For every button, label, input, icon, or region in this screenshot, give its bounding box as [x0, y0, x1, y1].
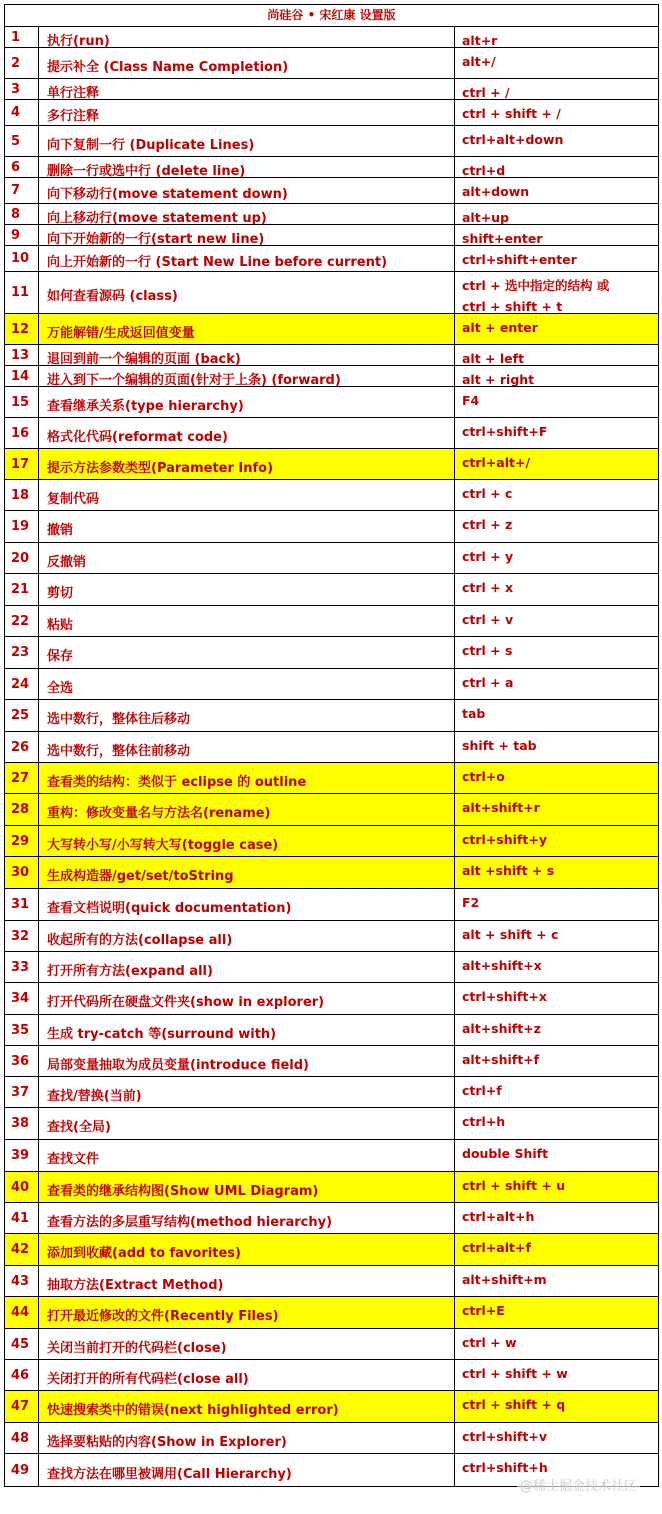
row-shortcut: [455, 826, 658, 856]
shortcut-text: alt+up: [462, 210, 510, 224]
row-shortcut: [455, 952, 658, 982]
table-row: [5, 1108, 658, 1140]
row-description: 多行注释: [39, 100, 455, 125]
row-number: 23: [5, 637, 39, 668]
row-number: 37: [5, 1077, 39, 1107]
row-description: 保存: [39, 637, 455, 668]
row-number: 17: [5, 449, 39, 479]
table-row: [5, 921, 658, 952]
shortcut-text: ctrl+alt+/: [462, 455, 531, 470]
shortcut-text: alt +shift + s: [462, 863, 555, 878]
shortcut-text: ctrl+alt+f: [462, 1240, 531, 1255]
row-description: 查看类的结构：类似于 eclipse 的 outline: [39, 763, 455, 793]
row-description: 单行注释: [39, 79, 455, 99]
shortcut-text: ctrl+shift+x: [462, 989, 547, 1004]
row-number: 24: [5, 669, 39, 699]
shortcut-text: ctrl + y: [462, 549, 514, 564]
row-shortcut: [455, 1203, 658, 1233]
table-row: [5, 418, 658, 449]
shortcut-text: alt+shift+m: [462, 1272, 547, 1287]
row-description: 向下移动行(move statement down): [39, 178, 455, 203]
row-description: 查找方法在哪里被调用(Call Hierarchy): [39, 1454, 455, 1486]
row-shortcut: [455, 732, 658, 762]
row-description: 撤销: [39, 511, 455, 542]
row-description: 快速搜索类中的错误(next highlighted error): [39, 1391, 455, 1422]
shortcut-text: alt+shift+x: [462, 958, 542, 973]
table-row: [5, 79, 658, 100]
row-shortcut: [455, 606, 658, 636]
row-number: 6: [5, 157, 39, 177]
row-shortcut: [455, 449, 658, 479]
row-shortcut: [455, 178, 658, 203]
table-row: [5, 178, 658, 204]
row-description: 收起所有的方法(collapse all): [39, 921, 455, 951]
row-number: 7: [5, 178, 39, 203]
row-shortcut: [455, 387, 658, 417]
row-number: 44: [5, 1297, 39, 1328]
row-number: 13: [5, 345, 39, 365]
row-shortcut: [455, 921, 658, 951]
shortcut-text: alt+r: [462, 33, 498, 47]
shortcut-text: ctrl + c: [462, 486, 513, 501]
shortcut-text: ctrl+shift+enter: [462, 252, 577, 267]
row-description: 局部变量抽取为成员变量(introduce field): [39, 1046, 455, 1076]
table-row: [5, 27, 658, 48]
row-shortcut: [455, 1234, 658, 1265]
table-row: [5, 983, 658, 1015]
row-number: 22: [5, 606, 39, 636]
row-description: 删除一行或选中行 (delete line): [39, 157, 455, 177]
table-row: [5, 345, 658, 366]
row-description: 粘贴: [39, 606, 455, 636]
table-row: [5, 1140, 658, 1172]
table-row: [5, 272, 658, 314]
row-description: 抽取方法(Extract Method): [39, 1266, 455, 1296]
shortcut-text: ctrl + shift + w: [462, 1366, 568, 1381]
row-shortcut: [455, 889, 658, 920]
shortcut-text: ctrl+shift+v: [462, 1429, 547, 1444]
shortcut-text: ctrl+shift+F: [462, 424, 548, 439]
row-shortcut: [455, 1172, 658, 1202]
table-row: [5, 511, 658, 543]
row-number: 41: [5, 1203, 39, 1233]
shortcut-text: alt+shift+f: [462, 1052, 540, 1067]
shortcut-text: ctrl+E: [462, 1303, 505, 1318]
shortcut-text: ctrl+h: [462, 1114, 506, 1129]
row-description: 向上开始新的一行 (Start New Line before current): [39, 246, 455, 271]
table-row: [5, 1077, 658, 1108]
shortcut-text: F4: [462, 393, 480, 408]
row-description: 执行(run): [39, 27, 455, 47]
row-number: 31: [5, 889, 39, 920]
row-shortcut: [455, 1360, 658, 1390]
row-shortcut: [455, 157, 658, 177]
shortcut-text: ctrl + shift + q: [462, 1397, 566, 1412]
row-shortcut: [455, 246, 658, 271]
row-number: 11: [5, 272, 39, 313]
table-row: [5, 1266, 658, 1297]
shortcut-text: alt+down: [462, 184, 530, 199]
table-row: [5, 1391, 658, 1423]
row-shortcut: [455, 637, 658, 668]
table-row: [5, 889, 658, 921]
row-shortcut: [455, 126, 658, 156]
row-description: 向下复制一行 (Duplicate Lines): [39, 126, 455, 156]
table-row: [5, 763, 658, 794]
shortcut-text: ctrl+alt+down: [462, 132, 564, 147]
row-shortcut: [455, 27, 658, 47]
shortcut-text: alt + shift + c: [462, 927, 559, 942]
table-row: [5, 1046, 658, 1077]
shortcut-text: ctrl + x: [462, 580, 514, 595]
row-description: 向下开始新的一行(start new line): [39, 225, 455, 245]
row-number: 16: [5, 418, 39, 448]
table-row: [5, 1360, 658, 1391]
row-shortcut: [455, 574, 658, 605]
row-description: 进入到下一个编辑的页面(针对于上条) (forward): [39, 366, 455, 386]
row-shortcut: [455, 1423, 658, 1453]
table-body: [5, 27, 658, 1486]
row-description: 大写转小写/小写转大写(toggle case): [39, 826, 455, 856]
table-row: [5, 952, 658, 983]
table-row: [5, 1203, 658, 1234]
row-number: 49: [5, 1454, 39, 1486]
shortcut-text: alt + left: [462, 351, 525, 365]
table-row: [5, 366, 658, 387]
row-shortcut: [455, 272, 658, 313]
shortcut-text: ctrl+alt+h: [462, 1209, 535, 1224]
row-shortcut: [455, 1140, 658, 1171]
row-number: 26: [5, 732, 39, 762]
row-shortcut: [455, 983, 658, 1014]
row-description: 全选: [39, 669, 455, 699]
row-description: 打开所有方法(expand all): [39, 952, 455, 982]
table-row: [5, 225, 658, 246]
row-description: 剪切: [39, 574, 455, 605]
shortcut-text: ctrl + w: [462, 1335, 517, 1350]
shortcut-text: ctrl + /: [462, 85, 510, 99]
shortcut-text: alt + enter: [462, 320, 538, 335]
table-title: 尚硅谷 • 宋红康 设置版: [5, 5, 658, 27]
shortcut-text: ctrl + s: [462, 643, 513, 658]
row-number: 34: [5, 983, 39, 1014]
row-description: 格式化代码(reformat code): [39, 418, 455, 448]
table-row: [5, 700, 658, 732]
row-shortcut: [455, 418, 658, 448]
table-row: [5, 1329, 658, 1360]
row-description: 选中数行，整体往后移动: [39, 700, 455, 731]
row-number: 27: [5, 763, 39, 793]
table-row: [5, 1423, 658, 1454]
row-number: 2: [5, 48, 39, 78]
row-description: 查看类的继承结构图(Show UML Diagram): [39, 1172, 455, 1202]
row-number: 29: [5, 826, 39, 856]
table-row: [5, 794, 658, 826]
table-row: [5, 606, 658, 637]
shortcut-text: tab: [462, 706, 486, 721]
row-number: 43: [5, 1266, 39, 1296]
shortcut-text: shift + tab: [462, 738, 537, 753]
row-shortcut: [455, 345, 658, 365]
shortcut-text: ctrl+o: [462, 769, 505, 784]
row-shortcut: [455, 314, 658, 344]
row-number: 5: [5, 126, 39, 156]
row-shortcut: [455, 1108, 658, 1139]
shortcut-text: ctrl+shift+h: [462, 1460, 548, 1475]
table-row: [5, 732, 658, 763]
row-shortcut: [455, 204, 658, 224]
table-row: [5, 1297, 658, 1329]
table-row: [5, 126, 658, 157]
row-number: 25: [5, 700, 39, 731]
row-description: 万能解错/生成返回值变量: [39, 314, 455, 344]
shortcut-text: ctrl + v: [462, 612, 514, 627]
row-number: 39: [5, 1140, 39, 1171]
row-shortcut: [455, 763, 658, 793]
row-number: 3: [5, 79, 39, 99]
row-number: 10: [5, 246, 39, 271]
shortcut-text: alt+/: [462, 54, 496, 69]
row-description: 如何查看源码 (class): [39, 272, 455, 313]
table-row: [5, 543, 658, 574]
row-number: 45: [5, 1329, 39, 1359]
shortcut-text: ctrl + 选中指定的结构 或: [462, 278, 610, 293]
table-row: [5, 314, 658, 345]
table-row: [5, 480, 658, 511]
row-shortcut: [455, 794, 658, 825]
row-description: 查找/替换(当前): [39, 1077, 455, 1107]
watermark: @稀土掘金技术社区: [517, 1475, 640, 1494]
table-row: [5, 48, 658, 79]
table-row: [5, 637, 658, 669]
row-description: 关闭当前打开的代码栏(close): [39, 1329, 455, 1359]
table-row: [5, 246, 658, 272]
row-description: 打开最近修改的文件(Recently Files): [39, 1297, 455, 1328]
row-description: 复制代码: [39, 480, 455, 510]
row-shortcut: [455, 480, 658, 510]
row-number: 15: [5, 387, 39, 417]
row-number: 9: [5, 225, 39, 245]
row-number: 12: [5, 314, 39, 344]
shortcut-text: alt+shift+r: [462, 800, 540, 815]
row-number: 4: [5, 100, 39, 125]
shortcut-text: alt+shift+z: [462, 1021, 541, 1036]
row-shortcut: [455, 100, 658, 125]
table-row: [5, 574, 658, 606]
shortcut-text: double Shift: [462, 1146, 549, 1161]
row-number: 1: [5, 27, 39, 47]
row-shortcut: [455, 1329, 658, 1359]
row-shortcut: [455, 225, 658, 245]
row-number: 8: [5, 204, 39, 224]
row-description: 打开代码所在硬盘文件夹(show in explorer): [39, 983, 455, 1014]
row-description: 生成构造器/get/set/toString: [39, 857, 455, 888]
row-description: 提示方法参数类型(Parameter Info): [39, 449, 455, 479]
shortcut-text: ctrl + a: [462, 675, 514, 690]
row-description: 查找文件: [39, 1140, 455, 1171]
table-row: [5, 100, 658, 126]
row-description: 反撤销: [39, 543, 455, 573]
table-row: [5, 826, 658, 857]
row-shortcut: [455, 1015, 658, 1045]
shortcut-text: ctrl+shift+y: [462, 832, 547, 847]
shortcut-text: ctrl + z: [462, 517, 513, 532]
shortcut-text-line2: ctrl + shift + t: [462, 299, 563, 313]
table-row: [5, 857, 658, 889]
row-shortcut: [455, 669, 658, 699]
row-number: 14: [5, 366, 39, 386]
row-number: 28: [5, 794, 39, 825]
row-shortcut: [455, 543, 658, 573]
shortcut-text: alt + right: [462, 372, 535, 386]
row-description: 添加到收藏(add to favorites): [39, 1234, 455, 1265]
row-number: 36: [5, 1046, 39, 1076]
row-description: 提示补全 (Class Name Completion): [39, 48, 455, 78]
shortcut-text: shift+enter: [462, 231, 543, 245]
row-shortcut: [455, 511, 658, 542]
row-shortcut: [455, 48, 658, 78]
table-row: [5, 1172, 658, 1203]
row-description: 查找(全局): [39, 1108, 455, 1139]
row-description: 选择要粘贴的内容(Show in Explorer): [39, 1423, 455, 1453]
row-number: 18: [5, 480, 39, 510]
row-shortcut: [455, 1297, 658, 1328]
table-row: [5, 204, 658, 225]
shortcut-text: F2: [462, 895, 480, 910]
row-description: 生成 try-catch 等(surround with): [39, 1015, 455, 1045]
row-shortcut: [455, 366, 658, 386]
row-description: 查看继承关系(type hierarchy): [39, 387, 455, 417]
row-number: 47: [5, 1391, 39, 1422]
shortcut-text: ctrl + shift + u: [462, 1178, 566, 1193]
row-shortcut: [455, 700, 658, 731]
row-shortcut: [455, 1266, 658, 1296]
row-number: 38: [5, 1108, 39, 1139]
shortcut-text: ctrl+f: [462, 1083, 502, 1098]
row-shortcut: [455, 79, 658, 99]
row-description: 退回到前一个编辑的页面 (back): [39, 345, 455, 365]
row-description: 向上移动行(move statement up): [39, 204, 455, 224]
row-description: 查看文档说明(quick documentation): [39, 889, 455, 920]
row-number: 42: [5, 1234, 39, 1265]
table-row: [5, 1234, 658, 1266]
row-number: 46: [5, 1360, 39, 1390]
table-row: [5, 449, 658, 480]
row-number: 32: [5, 921, 39, 951]
table-row: [5, 157, 658, 178]
table-row: [5, 387, 658, 418]
row-description: 重构：修改变量名与方法名(rename): [39, 794, 455, 825]
shortcut-text: ctrl+d: [462, 163, 506, 177]
row-number: 19: [5, 511, 39, 542]
row-number: 48: [5, 1423, 39, 1453]
shortcut-table: [4, 4, 659, 1487]
row-description: 关闭打开的所有代码栏(close all): [39, 1360, 455, 1390]
shortcut-text: ctrl + shift + /: [462, 106, 561, 121]
row-number: 20: [5, 543, 39, 573]
row-shortcut: [455, 857, 658, 888]
row-description: 查看方法的多层重写结构(method hierarchy): [39, 1203, 455, 1233]
row-shortcut: [455, 1046, 658, 1076]
row-description: 选中数行，整体往前移动: [39, 732, 455, 762]
row-shortcut: [455, 1077, 658, 1107]
row-shortcut: [455, 1391, 658, 1422]
table-row: [5, 1015, 658, 1046]
row-number: 33: [5, 952, 39, 982]
table-row: [5, 669, 658, 700]
row-number: 30: [5, 857, 39, 888]
row-number: 21: [5, 574, 39, 605]
row-number: 35: [5, 1015, 39, 1045]
row-number: 40: [5, 1172, 39, 1202]
